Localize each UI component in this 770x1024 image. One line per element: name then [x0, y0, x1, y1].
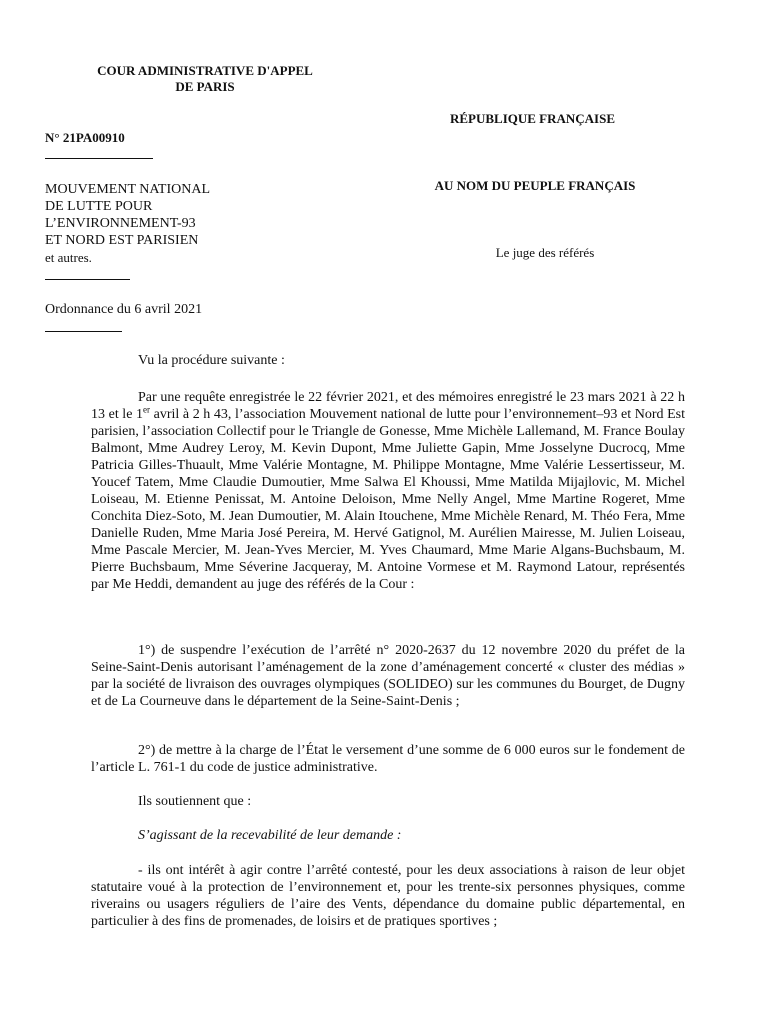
party-line: et autres. — [45, 250, 92, 265]
body-paragraph — [91, 827, 685, 844]
section-subheading: S’agissant de la recevabilité de leur demande : — [138, 828, 402, 843]
divider — [45, 279, 130, 280]
divider — [45, 158, 153, 159]
in-the-name-heading: AU NOM DU PEUPLE FRANÇAIS — [434, 178, 636, 193]
paragraph-request — [91, 389, 685, 593]
court-name-line2: DE PARIS — [175, 79, 235, 94]
paragraph-intro: Vu la procédure suivante : — [138, 353, 285, 368]
paragraph-text: Par une requête enregistrée le 22 février 2021, et des mémoires enregistré le 23 mars 2021 à 22 h 13 et le 1 — [91, 390, 685, 422]
court-name — [70, 63, 340, 95]
superscript: er — [143, 404, 151, 415]
party-name — [45, 181, 255, 266]
body-paragraph — [91, 642, 685, 710]
divider — [45, 331, 122, 332]
order-date: Ordonnance du 6 avril 2021 — [45, 302, 203, 317]
party-line: ET NORD EST PARISIEN — [45, 233, 199, 248]
republic-heading: RÉPUBLIQUE FRANÇAISE — [449, 111, 616, 126]
party-line: MOUVEMENT NATIONAL — [45, 182, 211, 197]
body-paragraph — [91, 389, 685, 593]
body-paragraph — [91, 862, 685, 930]
court-name-line1: COUR ADMINISTRATIVE D'APPEL — [97, 63, 313, 78]
body-paragraph — [91, 742, 685, 776]
body-paragraph — [91, 352, 685, 369]
paragraph-conclusion-1: 1°) de suspendre l’exécution de l’arrêté n° 2020-2637 du 12 novembre 2020 du préfet de la Seine-Saint-Denis autorisant l’aménagement de la zone d’aménagement concerté « cluster des médias » par la société de livraison des ouvrages olympiques (SOLIDEO) sur les communes du Bourget, de Dugny et de La Courneuve dans le département de la Seine-Saint-Denis ; — [91, 643, 685, 709]
paragraph-arguments-intro: Ils soutiennent que : — [138, 794, 252, 809]
judge-title: Le juge des référés — [495, 245, 595, 260]
paragraph-standing: - ils ont intérêt à agir contre l’arrêté contesté, pour les deux associations à raison de leur objet statutaire voué à la protection de l’environnement et, pour les trente-six personnes physiques, comme riverains ou usagers réguliers de l’aire des Vents, dépendance du domaine public départemental, en particulier à des fins de promenades, de loisirs et de pratiques sportives ; — [91, 863, 685, 929]
party-line: L’ENVIRONNEMENT-93 — [45, 216, 196, 231]
party-line: DE LUTTE POUR — [45, 199, 153, 214]
case-number: N° 21PA00910 — [45, 130, 125, 145]
body-paragraph — [91, 793, 685, 810]
paragraph-conclusion-2: 2°) de mettre à la charge de l’État le versement d’une somme de 6 000 euros sur le fondement de l’article L. 761-1 du code de justice administrative. — [91, 743, 685, 775]
paragraph-text: avril à 2 h 43, l’association Mouvement national de lutte pour l’environnement–93 et Nord Est parisien, l’association Collectif pour le Triangle de Gonesse, Mme Michèle Lallemand, M. France Boulay Balmont, Mme Audrey Leroy, M. Kevin Dupont, Mme Juliette Gapin, Mme Josselyne Ducrocq, Mme Patricia Gilles-Thuault, Mme Valérie Montagne, M. Philippe Montagne, Mme Valérie Lessertisseur, M. Youcef Tatem, Mme Claudie Dumoutier, Mme Salwa El Khoussi, Mme Matilda Mijajlovic, M. Michel Loiseau, M. Etienne Penissat, M. Antoine Deloison, Mme Nelly Angel, Mme Martine Rogeret, Mme Conchita Diez-Soto, M. Jean Dumoutier, M. Alain Itouchene, Mme Michèle Renard, M. Théo Fera, Mme Danielle Ruden, Mme Maria José Pereira, M. Hervé Gatignol, M. Aurélien Mairesse, M. Julien Loiseau, Mme Pascale Mercier, M. Jean-Yves Mercier, M. Yves Chaumard, Mme Marie Algans-Buchsbaum, M. Pierre Buchsbaum, Mme Séverine Jacqueray, M. Antoine Vormese et M. Raymond Latour, représentés par Me Heddi, demandent au juge des référés de la Cour : — [91, 407, 685, 592]
